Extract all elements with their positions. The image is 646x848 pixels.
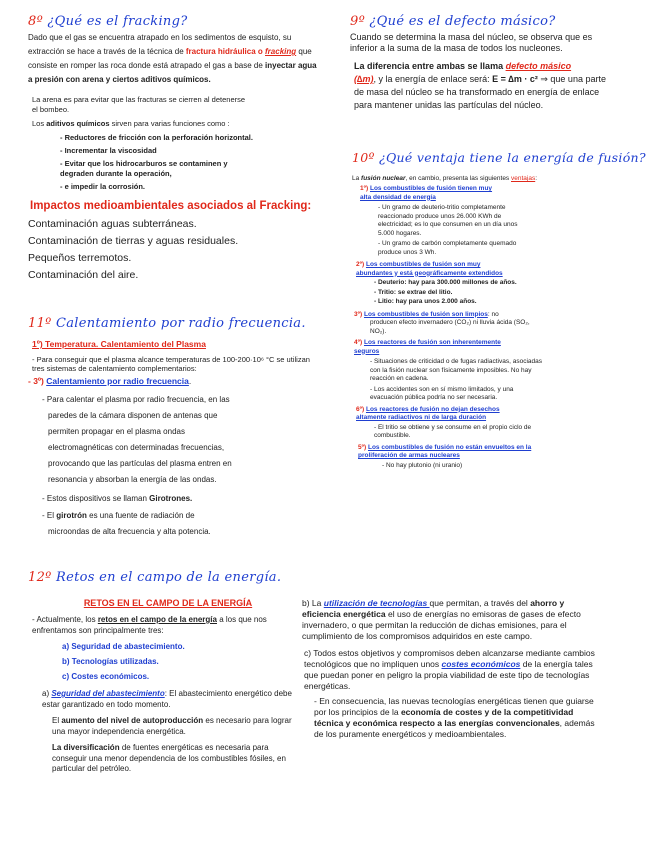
consequence-paragraph: - En consecuencia, las nuevas tecnologías energéticas tienen que guiarse por los principios de la economía de costes y de la competitividad técnica y económica respecto a las energías convencionales, además de los puramente energéticos y medioambientales.: [314, 696, 595, 739]
impacts-list: [28, 216, 320, 284]
text-line: resonancia y absorban la energía de las ondas.: [48, 475, 217, 484]
list-item: Contaminación aguas subterráneas.: [28, 218, 197, 230]
fracking-paragraph: Dado que el gas se encuentra atrapado en los sedimentos de esquisto, su extracción se hace a través de la técnica de fractura hidráulica o fracking que consiste en romper las roca donde está atrapado el gas a base de inyectar agua a presión con arena y ciertos aditivos químicos.: [28, 33, 317, 84]
list-item: c) Costes económicos.: [62, 672, 150, 681]
text-line: microondas de alta frecuencia y alta potencia.: [48, 527, 211, 536]
section-10: [352, 150, 646, 470]
list-item: - e impedir la corrosión.: [60, 182, 146, 191]
diversification-paragraph: La diversificación de fuentes energéticas es necesaria para conseguir una menor dependencia de los combustibles fósiles, en particular del petróleo.: [52, 743, 286, 773]
list-item: b) Tecnologías utilizadas.: [62, 657, 159, 666]
section-10-title: 10º ¿Qué ventaja tiene la energía de fusión?: [352, 150, 646, 165]
section-12-left: [32, 598, 294, 775]
section-8: [28, 14, 320, 284]
section-9: [350, 14, 618, 112]
energy-challenges-heading: RETOS EN EL CAMPO DE LA ENERGÍA: [83, 598, 253, 608]
fusion-advantage-1: [352, 185, 624, 257]
text-line: permiten propagar en el plasma ondas: [48, 427, 185, 436]
plasma-heading: 1º) Temperatura. Calentamiento del Plasma: [32, 339, 206, 349]
gyrotron-line: - Estos dispositivos se llaman Girotrones.: [42, 494, 193, 503]
additives-list: [28, 133, 260, 192]
text-line: - El girotrón es una fuente de radiación de: [42, 511, 195, 520]
section-9-title: 9º ¿Qué es el defecto másico?: [350, 14, 556, 29]
list-item: a) Seguridad de abastecimiento.: [62, 642, 185, 651]
fusion-advantage-3: [352, 311, 624, 337]
self-production-paragraph: El aumento del nivel de autoproducción es necesario para lograr una mayor independencia energética.: [52, 716, 292, 736]
mass-defect-paragraph: Cuando se determina la masa del núcleo, se observa que es inferior a la suma de la masa de todos los nucleones.: [350, 32, 593, 53]
fusion-intro: La fusión nuclear, en cambio, presenta las siguientes ventajas:: [352, 175, 538, 182]
section-12-right: [302, 598, 602, 740]
text-line: electromagnéticas con determinadas frecuencias,: [48, 443, 225, 452]
section-11: [28, 316, 328, 540]
advantage-sub: - El tritio se obtiene y se consume en el propio ciclo de combustible.: [374, 423, 532, 439]
gyrotron-desc: [28, 508, 328, 540]
sand-paragraph: La arena es para evitar que las fracturas se cierren al detenerse el bombeo.: [32, 95, 246, 114]
advantage-sub: - Un gramo de deuterio-tritio completamente reaccionado produce unos 26.000 KWh de electricidad; es lo que consumen en un día unos 5.000 hogares.: [378, 204, 518, 237]
list-item: - Incrementar la viscosidad: [60, 146, 157, 155]
advantage-heading: 3º) Los combustibles de fusión son limpios: no: [354, 310, 499, 318]
list-item: - Evitar que los hidrocarburos se contaminen y degraden durante la operación,: [60, 159, 228, 178]
text-line: provocando que las partículas del plasma entren en: [48, 459, 232, 468]
additives-paragraph: Los aditivos químicos sirven para varias funciones como :: [32, 119, 230, 128]
list-item: Contaminación del aire.: [28, 269, 139, 281]
rf-text: [28, 392, 328, 488]
advantage-heading: 2º) Los combustibles de fusión son muy abundantes y está geográficamente extendidos: [356, 261, 503, 277]
text-line: - Para calentar el plasma por radio frecuencia, en las: [42, 395, 230, 404]
advantage-heading: 1º) Los combustibles de fusión tienen muy alta densidad de energía: [360, 185, 493, 201]
list-item: Contaminación de tierras y aguas residuales.: [28, 235, 239, 247]
text-line: paredes de la cámara disponen de antenas que: [48, 411, 218, 420]
binding-energy-paragraph: La diferencia entre ambas se llama defecto másico (∆m), y la energía de enlace será: E = ∆m · c² ⇒ que una parte de masa del núcleo se ha transformado en energía de enlace para mantener unidas las partículas del núcleo.: [354, 61, 606, 110]
advantage-heading: 4º) Los reactores de fusión son inherentemente seguros: [354, 339, 501, 355]
rf-heading: - 3º) Calentamiento por radio frecuencia.: [28, 376, 192, 386]
technologies-paragraph: b) La utilización de tecnologías que permitan, a través del ahorro y eficiencia energética el uso de energías no emisoras de gases de efecto invernadero, o que permitan la reducción de dichas emisiones, para el cumplimiento de los compromisos adquiridos en este campo.: [302, 598, 581, 641]
challenges-list: [32, 639, 294, 684]
impacts-title: Impactos medioambientales asociados al Fracking:: [30, 200, 312, 212]
advantage-sub: - No hay plutonio (ni uranio): [382, 461, 463, 469]
section-8-title: 8º ¿Qué es el fracking?: [28, 14, 188, 29]
advantage-sub: - Situaciones de criticidad o de fugas radiactivas, asociadas con la fisión nuclear son físicamente imposibles. No hay reacción en cadena.: [370, 358, 542, 382]
advantage-sub: producen efecto invernadero (CO₂) ni lluvia ácida (SO₂, NO₂).: [370, 319, 530, 335]
supply-paragraph: a) Seguridad del abastecimiento: El abastecimiento energético debe estar garantizado en todo momento.: [42, 689, 292, 709]
advantage-sub: - Tritio: se extrae del litio.: [374, 288, 453, 296]
advantage-sub: - Un gramo de carbón completamente quemado produce unos 3 Wh.: [378, 240, 517, 256]
list-item: Pequeños terremotos.: [28, 252, 132, 264]
section-11-title: 11º Calentamiento por radio frecuencia.: [28, 316, 306, 331]
section-12-title: 12º Retos en el campo de la energía.: [28, 570, 282, 585]
fusion-advantage-6: [352, 406, 624, 441]
advantage-sub: - Deuterio: hay para 300.000 millones de años.: [374, 279, 517, 286]
list-item: - Reductores de fricción con la perforación horizontal.: [60, 133, 253, 142]
advantage-heading: 5º) Los combustibles de fusión no están envueltos en la proliferación de armas nucleares: [358, 443, 532, 459]
plasma-paragraph: - Para conseguir que el plasma alcance temperaturas de 100-200·10⁶ °C se utilizan tres sistemas de calentamiento complementarios:: [32, 355, 310, 373]
challenges-intro: - Actualmente, los retos en el campo de la energía a los que nos enfrentamos son principalmente tres:: [32, 615, 267, 635]
advantage-heading: 6º) Los reactores de fusión no dejan desechos altamente radiactivos ni de larga duración: [356, 405, 500, 421]
fusion-advantage-4: [352, 339, 624, 403]
costs-paragraph: c) Todos estos objetivos y compromisos deben alcanzarse mediante cambios tecnológicos que no impliquen unos costes económicos de la energía tales que puedan poner en peligro la propia viabilidad de este tipo de tecnologías energéticas.: [304, 648, 595, 691]
advantage-sub: - Litio: hay para unos 2.000 años.: [374, 298, 477, 305]
advantage-sub: - Los accidentes son en sí mismo limitados, y una evacuación pública podría no ser necesaria.: [370, 385, 514, 401]
fusion-advantage-2: [352, 261, 624, 307]
fusion-advantage-5: [352, 444, 624, 471]
